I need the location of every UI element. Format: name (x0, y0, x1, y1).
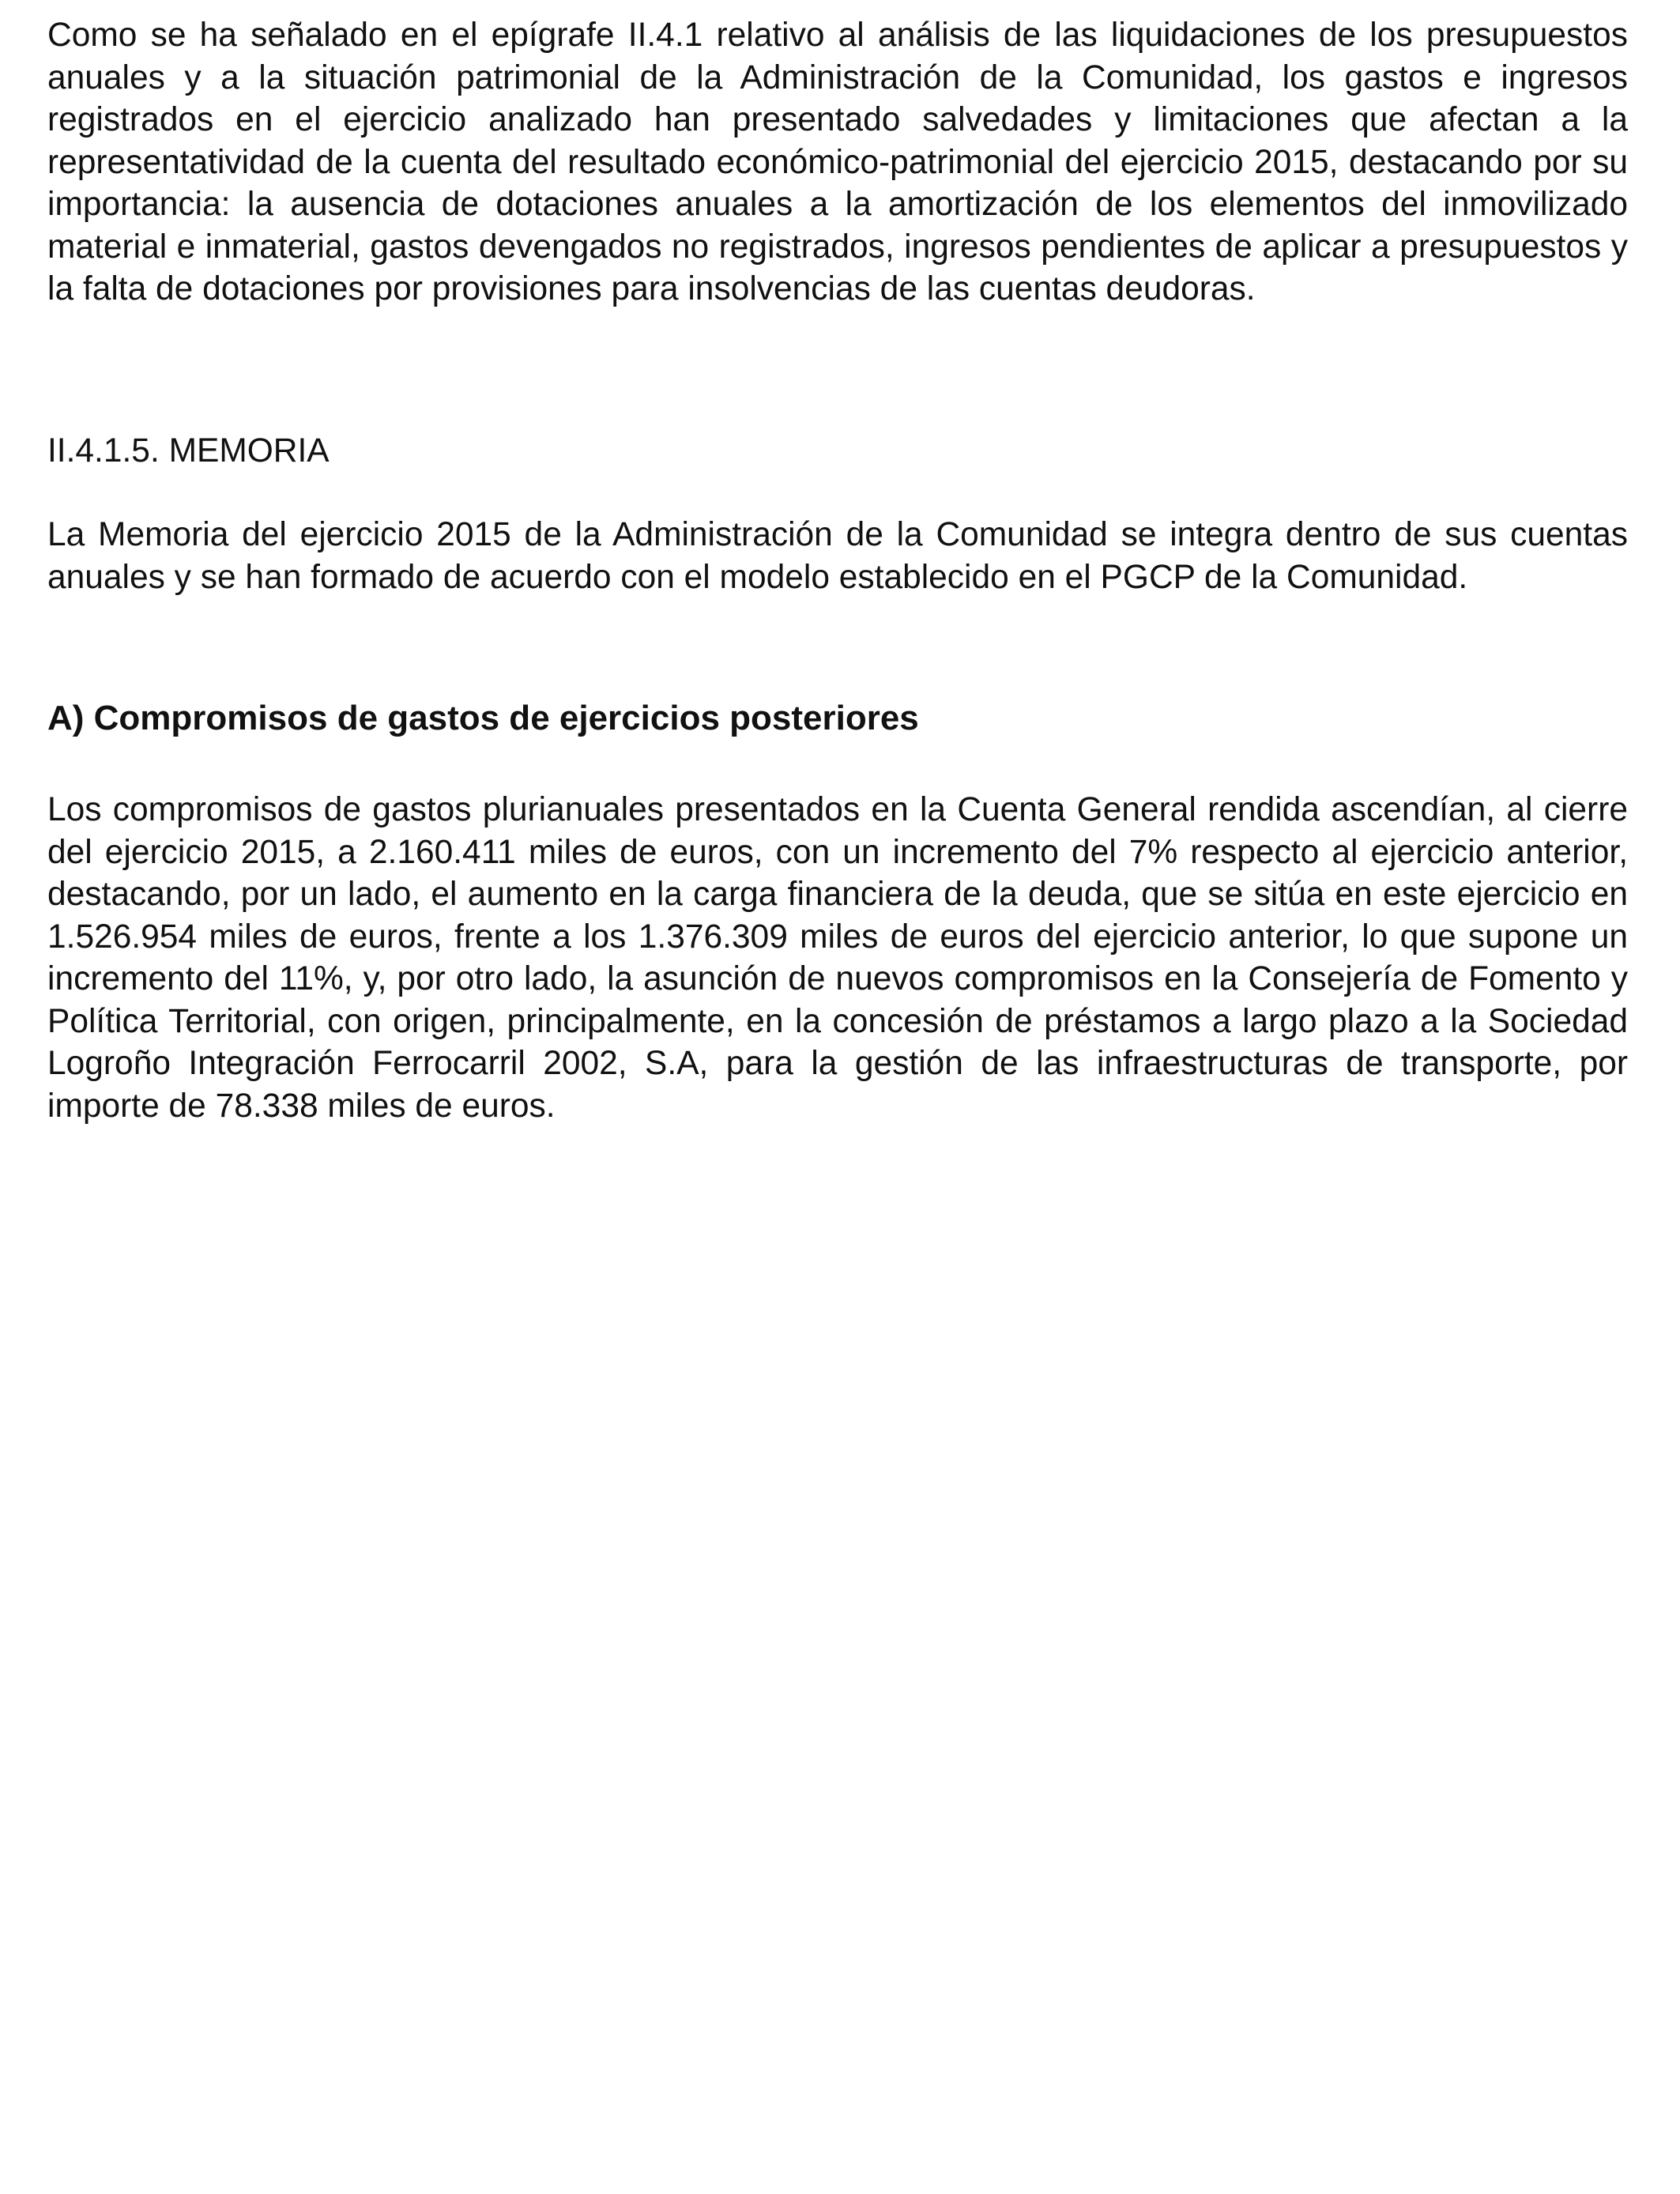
section-heading-memoria: II.4.1.5. MEMORIA (47, 432, 330, 469)
paragraph-memoria: La Memoria del ejercicio 2015 de la Administración de la Comunidad se integra dentro de sus cuentas anuales y se han formado de acuerdo con el modelo establecido en el PGCP de la Comunidad. (47, 516, 1628, 596)
paragraph-compromisos: Los compromisos de gastos plurianuales presentados en la Cuenta General rendida ascendían, al cierre del ejercicio 2015, a 2.160.411 miles de euros, con un incremento del 7% respecto al ejercicio anterior, destacando, por un lado, el aumento en la carga financiera de la deuda, que se sitúa en este ejercicio en 1.526.954 miles de euros, frente a los 1.376.309 miles de euros del ejercicio anterior, lo que supone un incremento del 11%, y, por otro lado, la asunción de nuevos compromisos en la Consejería de Fomento y Política Territorial, con origen, principalmente, en la concesión de préstamos a largo plazo a la Sociedad Logroño Integración Ferrocarril 2002, S.A, para la gestión de las infraestructuras de transporte, por importe de 78.338 miles de euros. (47, 791, 1628, 1125)
paragraph-intro: Como se ha señalado en el epígrafe II.4.1 relativo al análisis de las liquidaciones de los presupuestos anuales y a la situación patrimonial de la Administración de la Comunidad, los gastos e ingresos registrados en el ejercicio analizado han presentado salvedades y limitaciones que afectan a la representatividad de la cuenta del resultado económico-patrimonial del ejercicio 2015, destacando por su importancia: la ausencia de dotaciones anuales a la amortización de los elementos del inmovilizado material e inmaterial, gastos devengados no registrados, ingresos pendientes de aplicar a presupuestos y la falta de dotaciones por provisiones para insolvencias de las cuentas deudoras. (47, 17, 1628, 307)
subsection-heading-compromisos: A) Compromisos de gastos de ejercicios posteriores (47, 699, 919, 737)
document-page (47, 14, 1628, 1125)
